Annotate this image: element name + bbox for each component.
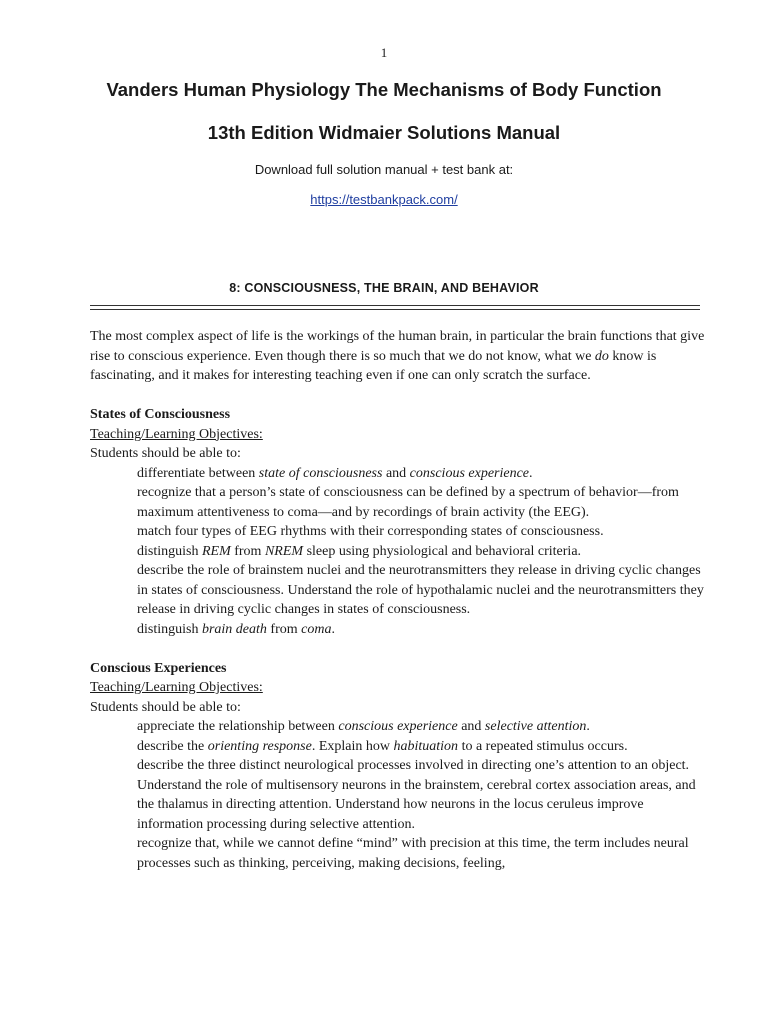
item-emphasis: habituation <box>393 738 459 754</box>
page-number: 1 <box>380 45 388 60</box>
section-lead-experiences: Students should be able to: <box>90 699 241 715</box>
item-emphasis: selective attention <box>484 719 587 734</box>
list-item <box>90 522 705 542</box>
chapter-heading: 8: CONSCIOUSNESS, THE BRAIN, AND BEHAVIOR <box>229 281 539 295</box>
item-text: to a repeated stimulus occurs. <box>458 738 628 754</box>
item-emphasis: brain death <box>201 621 267 637</box>
item-text: . <box>331 621 335 637</box>
item-text: describe the role of brainstem nuclei and the neurotransmitters they release in driving cyclic changes in states of consciousness. Understand the role of hypothalamic nuclei and the neurotransmitters they release in driving cyclic changes in states of consciousness. <box>137 563 704 617</box>
list-item <box>90 737 705 757</box>
item-emphasis: conscious experience <box>338 719 458 734</box>
section-subheading-states: Teaching/Learning Objectives: <box>90 426 263 442</box>
list-item <box>90 464 705 484</box>
intro-paragraph <box>90 327 705 386</box>
item-text: from <box>230 543 265 559</box>
section-heading-states: States of Consciousness <box>90 407 231 422</box>
item-emphasis: orienting response <box>207 738 312 754</box>
list-item <box>90 483 705 522</box>
list-item <box>90 717 705 737</box>
item-text: describe the <box>137 738 208 754</box>
item-text: from <box>266 621 302 637</box>
divider-line-bottom <box>90 309 700 310</box>
item-emphasis: REM <box>201 543 231 559</box>
item-text: . Explain how <box>311 738 394 754</box>
section-spacer <box>90 639 705 659</box>
list-item <box>90 756 705 834</box>
intro-text-1: The most complex aspect of life is the workings of the human brain, in particular the brain functions that give rise to conscious experience. Even though there is so much that we do not know, what we <box>90 329 705 364</box>
item-text: match four types of EEG rhythms with their corresponding states of consciousness. <box>137 524 604 539</box>
item-text: distinguish <box>137 543 202 559</box>
intro-emphasis: do <box>594 348 609 364</box>
item-text: . <box>586 719 590 734</box>
item-emphasis: coma <box>301 621 332 637</box>
item-text: recognize that, while we cannot define “mind” with precision at this time, the term includes neural processes such as thinking, perceiving, making decisions, feeling, <box>137 836 689 871</box>
item-text: and <box>457 719 485 734</box>
item-text: . <box>529 465 533 481</box>
item-text: recognize that a person’s state of consciousness can be defined by a spectrum of behavior—from maximum attentiveness to coma—and by recordings of brain activity (the EEG). <box>137 485 679 520</box>
item-emphasis: conscious experience <box>409 465 530 481</box>
divider-line-top <box>90 305 700 306</box>
item-text: describe the three distinct neurological processes involved in directing one’s attention to an object. Understand the role of multisensory neurons in the brainstem, cerebral cortex association areas, and the thalamus in directing attention. Understand how neurons in the locus ceruleus improve information processing during selective attention. <box>137 758 696 832</box>
item-emphasis: NREM <box>264 543 304 559</box>
list-item <box>90 834 705 873</box>
list-item <box>90 542 705 562</box>
item-text: appreciate the relationship between <box>137 719 339 734</box>
download-text: Download full solution manual + test bank at: <box>254 162 514 177</box>
download-link[interactable]: https://testbankpack.com/ <box>310 192 458 207</box>
document-title-line2: 13th Edition Widmaier Solutions Manual <box>207 122 561 143</box>
section-lead-states: Students should be able to: <box>90 446 241 461</box>
objectives-list-states <box>90 464 705 640</box>
item-text: distinguish <box>137 621 202 637</box>
objectives-list-experiences <box>90 717 705 873</box>
document-title-line1: Vanders Human Physiology The Mechanisms of Body Function <box>106 79 662 100</box>
item-text: and <box>382 465 410 481</box>
item-text: differentiate between <box>137 465 259 481</box>
item-text: sleep using physiological and behavioral criteria. <box>303 543 582 559</box>
list-item <box>90 561 705 620</box>
download-link-container <box>0 192 768 207</box>
section-subheading-experiences: Teaching/Learning Objectives: <box>90 680 263 695</box>
intro-text-2: know is fascinating, and it makes for interesting teaching even if one can only scratch the surface. <box>90 348 657 383</box>
section-heading-experiences: Conscious Experiences <box>90 660 227 676</box>
item-emphasis: state of consciousness <box>258 465 383 481</box>
list-item <box>90 620 705 640</box>
document-body <box>90 327 705 873</box>
